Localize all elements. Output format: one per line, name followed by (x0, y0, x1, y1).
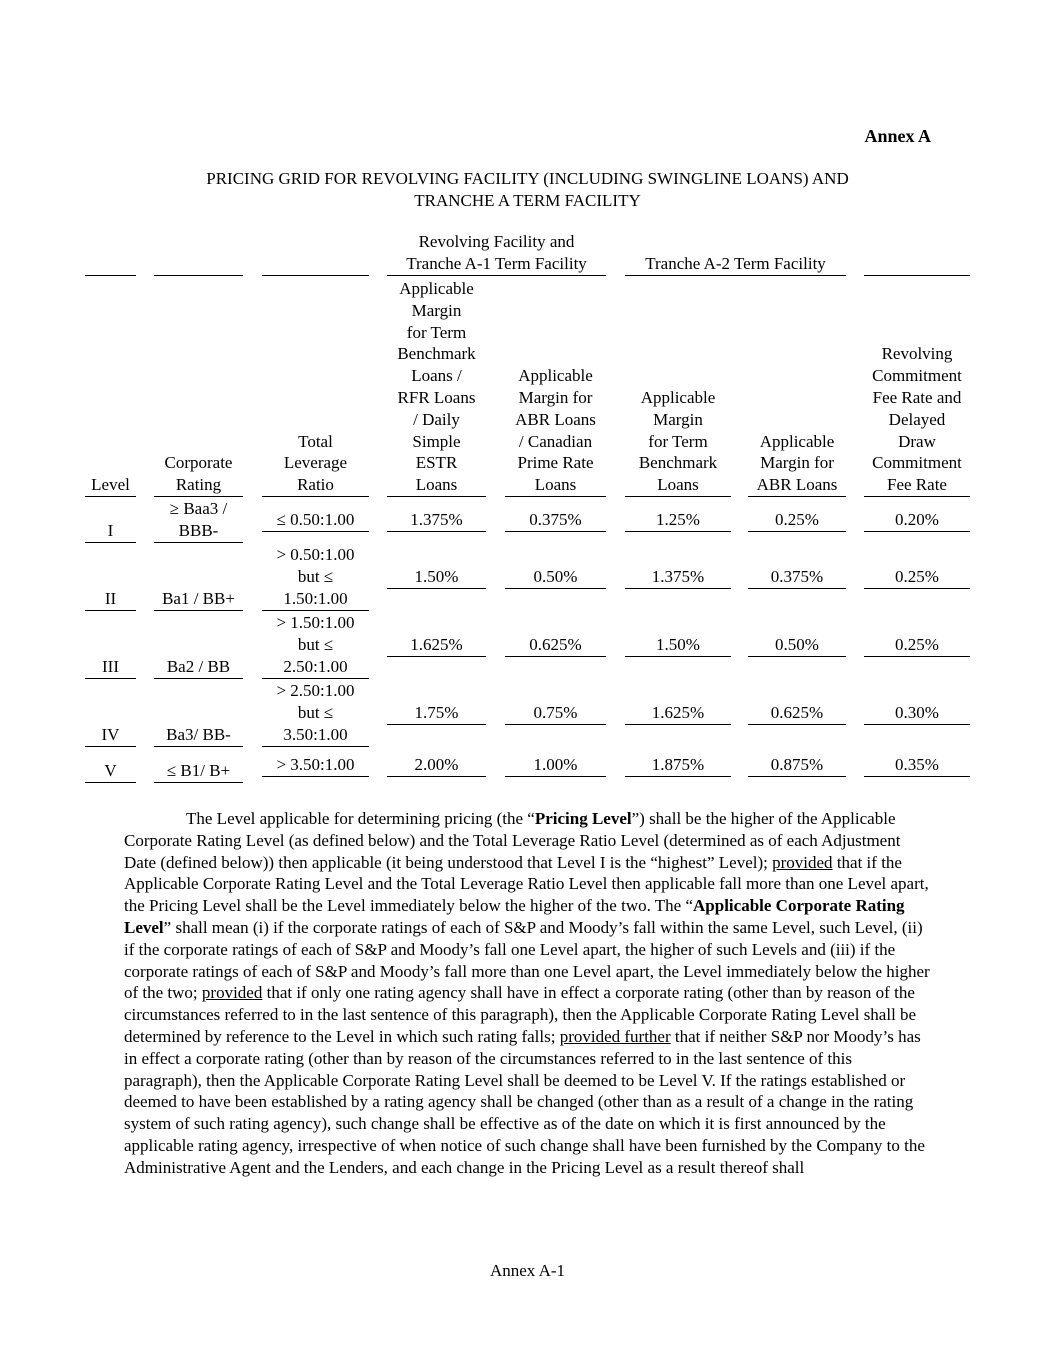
table-row-5-rating: ≤ B1/ B+ (154, 760, 243, 783)
group-underline-tranche-a2 (625, 275, 846, 276)
pricing-level-term: Pricing Level (534, 809, 632, 828)
col-header-corporate-rating: Corporate Rating (154, 280, 243, 497)
spacer-underline-fee (864, 275, 970, 276)
table-row-4-leverage: > 2.50:1.00 but ≤ 3.50:1.00 (262, 680, 369, 747)
group-header-revolving (387, 231, 606, 275)
table-row-5-margin-2: 1.00% (505, 754, 606, 777)
table-row-5-margin-3: 1.875% (625, 754, 731, 777)
col-header-margin-abr-canadian: Applicable Margin for ABR Loans / Canadian Prime Rate Loans (505, 280, 606, 497)
table-row-3-margin-4: 0.50% (748, 634, 846, 657)
table-row-2-level: II (85, 588, 136, 611)
table-row-5-leverage: > 3.50:1.00 (262, 754, 369, 777)
table-row-5-margin-4: 0.875% (748, 754, 846, 777)
applicable-corporate-rating-level-term: Applicable Corporate Rating Level (124, 896, 905, 937)
table-row-3-fee: 0.25% (864, 634, 970, 657)
col-header-a2-margin-abr: Applicable Margin for ABR Loans (748, 280, 846, 497)
table-row-4-rating: Ba3/ BB- (154, 724, 243, 747)
col-header-a2-margin-term-benchmark: Applicable Margin for Term Benchmark Loans (625, 280, 731, 497)
spacer-underline-rating (154, 275, 243, 276)
spacer-underline-level (85, 275, 136, 276)
table-row-3-margin-3: 1.50% (625, 634, 731, 657)
table-row-3-rating: Ba2 / BB (154, 656, 243, 679)
table-row-1-margin-1: 1.375% (387, 509, 486, 532)
table-row-4-level: IV (85, 724, 136, 747)
table-row-2-margin-2: 0.50% (505, 566, 606, 589)
table-row-1-level: I (85, 520, 136, 543)
table-row-2-margin-3: 1.375% (625, 566, 731, 589)
table-row-1-margin-2: 0.375% (505, 509, 606, 532)
table-row-2-leverage: > 0.50:1.00 but ≤ 1.50:1.00 (262, 544, 369, 611)
group-underline-revolving (387, 275, 606, 276)
table-row-4-margin-4: 0.625% (748, 702, 846, 725)
title-line-2: TRANCHE A TERM FACILITY (414, 191, 641, 210)
table-row-3-level: III (85, 656, 136, 679)
table-row-3-margin-1: 1.625% (387, 634, 486, 657)
page-footer: Annex A-1 (489, 1261, 566, 1280)
table-row-1-margin-3: 1.25% (625, 509, 731, 532)
col-header-level: Level (85, 280, 136, 497)
col-header-total-leverage-ratio: Total Leverage Ratio (262, 280, 369, 497)
provided-further-term: provided further (559, 1026, 671, 1046)
group-header-revolving-line2: Tranche A-1 Term Facility (406, 254, 587, 273)
col-header-commitment-fee: Revolving Commitment Fee Rate and Delayed Draw Commitment Fee Rate (864, 280, 970, 497)
group-header-tranche-a2: Tranche A-2 Term Facility (645, 254, 826, 273)
table-row-1-rating: ≥ Baa3 / BBB- (154, 498, 243, 543)
table-row-5-level: V (85, 760, 136, 783)
provided-term-1: provided (772, 852, 833, 872)
table-row-3-margin-2: 0.625% (505, 634, 606, 657)
table-row-4-fee: 0.30% (864, 702, 970, 725)
table-row-5-margin-1: 2.00% (387, 754, 486, 777)
table-row-2-fee: 0.25% (864, 566, 970, 589)
table-row-2-margin-4: 0.375% (748, 566, 846, 589)
page-title (0, 168, 1055, 212)
title-line-1: PRICING GRID FOR REVOLVING FACILITY (INCLUDING SWINGLINE LOANS) AND (206, 169, 849, 188)
table-row-1-fee: 0.20% (864, 509, 970, 532)
provided-term-2: provided (201, 983, 263, 1003)
table-row-2-margin-1: 1.50% (387, 566, 486, 589)
table-row-2-rating: Ba1 / BB+ (154, 588, 243, 611)
table-row-3-leverage: > 1.50:1.00 but ≤ 2.50:1.00 (262, 612, 369, 679)
table-row-1-leverage: ≤ 0.50:1.00 (262, 509, 369, 532)
table-row-4-margin-3: 1.625% (625, 702, 731, 725)
pricing-level-paragraph: The Level applicable for determining pricing (the “Pricing Level”) shall be the higher of the Applicable Corporate Rating Level (as defined below) and the Total Leverage Ratio Level (determined as of each Adjustment Date (defined below)) then applicable (it being understood that Level I is the “highest” Level); provided that if the Applicable Corporate Rating Level and the Total Leverage Ratio Level then applicable fall more than one Level apart, the Pricing Level shall be the Level immediately below the higher of the two. The “Applicable Corporate Rating Level” shall mean (i) if the corporate ratings of each of S&P and Moody’s fall within the same Level, such Level, (ii) if the corporate ratings of each of S&P and Moody’s fall one Level apart, the higher of such Levels and (iii) if the corporate ratings of each of S&P and Moody’s fall more than one Level apart, the Level immediately below the higher of the two; provided that if only one rating agency shall have in effect a corporate rating (other than by reason of the circumstances referred to in the last sentence of this paragraph), then the Applicable Corporate Rating Level shall be determined by reference to the Level in which such rating falls; provided further that if neither S&P nor Moody’s has in effect a corporate rating (other than by reason of the circumstances referred to in the last sentence of this paragraph), then the Applicable Corporate Rating Level shall be deemed to be Level V. If the ratings established or deemed to have been established by a rating agency shall be changed (other than as a result of a change in the rating system of such rating agency), such change shall be effective as of the date on which it is first announced by the applicable rating agency, irrespective of when notice of such change shall have been furnished by the Company to the Administrative Agent and the Lenders, and each change in the Pricing Level as a result thereof shall (124, 809, 930, 1177)
col-header-margin-term-benchmark-rfr: Applicable Margin for Term Benchmark Loans / RFR Loans / Daily Simple ESTR Loans (387, 278, 486, 497)
annex-label: Annex A (864, 126, 931, 146)
table-row-4-margin-1: 1.75% (387, 702, 486, 725)
spacer-underline-leverage (262, 275, 369, 276)
table-row-1-margin-4: 0.25% (748, 509, 846, 532)
table-row-4-margin-2: 0.75% (505, 702, 606, 725)
table-row-5-fee: 0.35% (864, 754, 970, 777)
group-header-revolving-line1: Revolving Facility and (418, 232, 575, 251)
